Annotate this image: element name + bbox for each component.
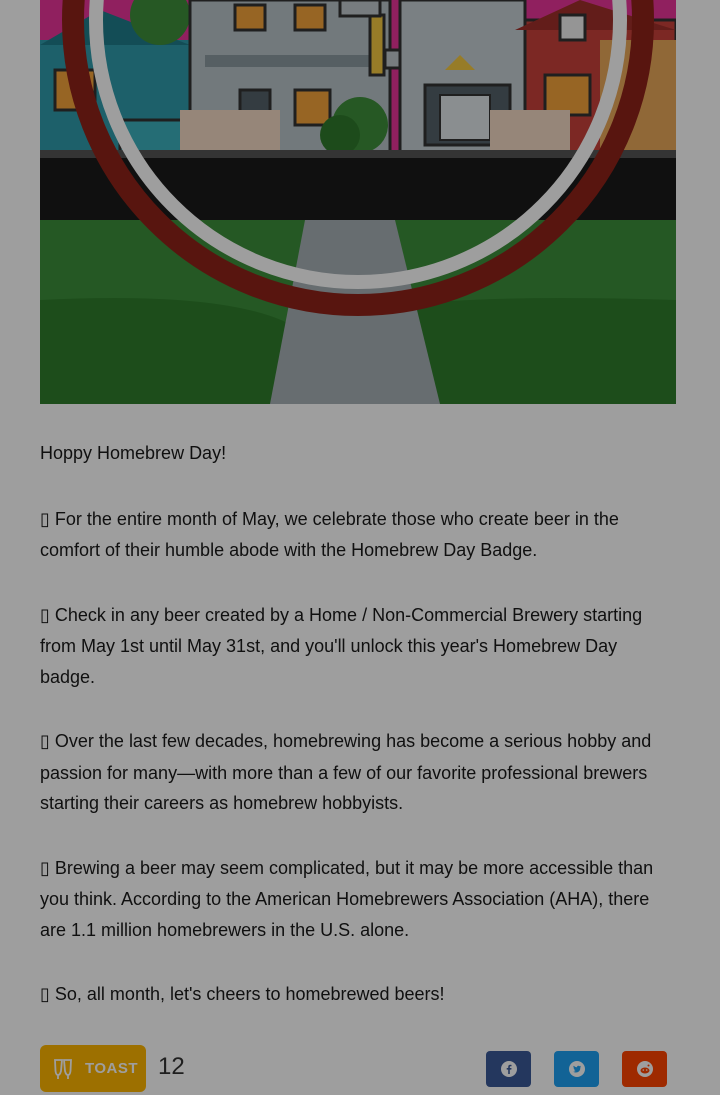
post-paragraph <box>40 979 670 1011</box>
twitter-icon <box>569 1061 585 1077</box>
paragraph-text: Hoppy Homebrew Day! <box>40 443 227 463</box>
toast-icon <box>51 1057 75 1081</box>
post-paragraph <box>40 726 670 819</box>
share-reddit-button[interactable] <box>622 1051 667 1087</box>
paragraph-text: Check in any beer created by a Home / Non-Commercial Brewery starting from May 1st until May 31st, and you'll unlock this year's Homebrew Day badge. <box>40 604 643 687</box>
bullet-glyph: ▯ <box>40 731 50 752</box>
bullet-glyph: ▯ <box>40 857 50 879</box>
share-facebook-button[interactable] <box>486 1051 531 1087</box>
post-paragraph <box>40 853 670 946</box>
facebook-icon <box>501 1061 517 1077</box>
paragraph-text: So, all month, let's cheers to homebrewed beers! <box>49 984 445 1004</box>
post-actions <box>40 1045 676 1093</box>
paragraph-text: Over the last few decades, homebrewing has become a serious hobby and passion for many—with more than a few of our favorite professional brewers starting their careers as homebrew hobbyists. <box>40 731 652 813</box>
paragraph-text: For the entire month of May, we celebrate those who create beer in the comfort of their humble abode with the Homebrew Day Badge. <box>40 508 619 560</box>
homebrew-badge-illustration <box>40 0 676 404</box>
reddit-icon <box>636 1061 654 1077</box>
post-paragraph <box>40 504 670 566</box>
post-paragraph <box>40 600 670 693</box>
paragraph-text: Brewing a beer may seem complicated, but it may be more accessible than you think. According to the American Homebrewers Association (AHA), there are 1.1 million homebrewers in the U.S. alone. <box>40 857 654 940</box>
post-body <box>40 438 670 1045</box>
toast-button[interactable] <box>40 1045 146 1092</box>
bullet-glyph: ▯ <box>40 508 50 530</box>
toast-label: TOAST <box>85 1060 139 1077</box>
post-paragraph <box>40 438 670 470</box>
bullet-glyph: ▯ <box>40 604 50 626</box>
toast-count[interactable]: 12 <box>158 1053 185 1080</box>
bullet-glyph: ▯ <box>40 984 50 1005</box>
share-twitter-button[interactable] <box>554 1051 599 1087</box>
